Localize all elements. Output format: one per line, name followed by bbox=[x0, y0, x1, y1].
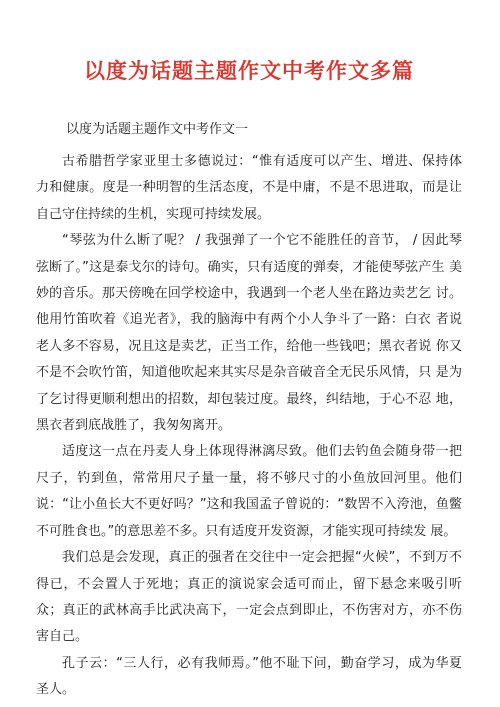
paragraph: “琴弦为什么断了呢？ / 我强弹了一个它不能胜任的音节， / 因此琴 弦断了。”这是泰戈尔的诗句。确实，只有适度的弹奏，才能使琴弦产生 美妙的音乐。那天傍晚在回学校途中，我遇到一个老人坐在路边卖艺乞 讨。他用竹笛吹着《追光者》，我的脑海中有两个小人争斗了一路：白衣 者说老人多不容易，况且这是卖艺，正当工作，给他一些钱吧；黑衣者说 你又不是不会吹竹笛，知道他吹起来其实尽是杂音破音全无民乐风情，只 是为了乞讨得更顺利想出的招数，却包装过度。最终，纠结地，于心不忍 地，黑衣者到底战胜了，我匆匆离开。 bbox=[36, 233, 462, 434]
document-title: 以度为话题主题作文中考作文多篇 bbox=[84, 59, 414, 83]
paragraph: 孔子云：“三人行，必有我师焉。”他不耻下问，勤奋学习，成为华夏 圣人。 bbox=[36, 655, 462, 698]
article-body bbox=[36, 149, 462, 704]
paragraph: 我们总是会发现，真正的强者在交往中一定会把握“火候”，不到万不 得已，不会置人于死地；真正的演说家会适可而止，留下悬念来吸引听 众；真正的武林高手比武决高下，一定会点到即止，不伤害对方，亦不伤 害自己。 bbox=[36, 550, 462, 645]
article-subtitle: 以度为话题主题作文中考作文一 bbox=[66, 122, 249, 137]
paragraph: 适度这一点在丹麦人身上体现得淋漓尽致。他们去钓鱼会随身带一把 尺子，钓到鱼，常常用尺子量一量，将不够尺寸的小鱼放回河里。他们 说：“让小鱼长大不更好吗？”这和我国孟子曾说的：“数罟不入洿池，鱼鳖 不可胜食也。”的意思差不多。只有适度开发资源，才能实现可持续发 展。 bbox=[36, 444, 462, 539]
paragraph: 古希腊哲学家亚里士多德说过：“惟有适度可以产生、增进、保持体 力和健康。度是一种明智的生活态度，不是中庸，不是不思进取，而是让 自己守住持续的生机，实现可持续发展。 bbox=[36, 154, 462, 222]
